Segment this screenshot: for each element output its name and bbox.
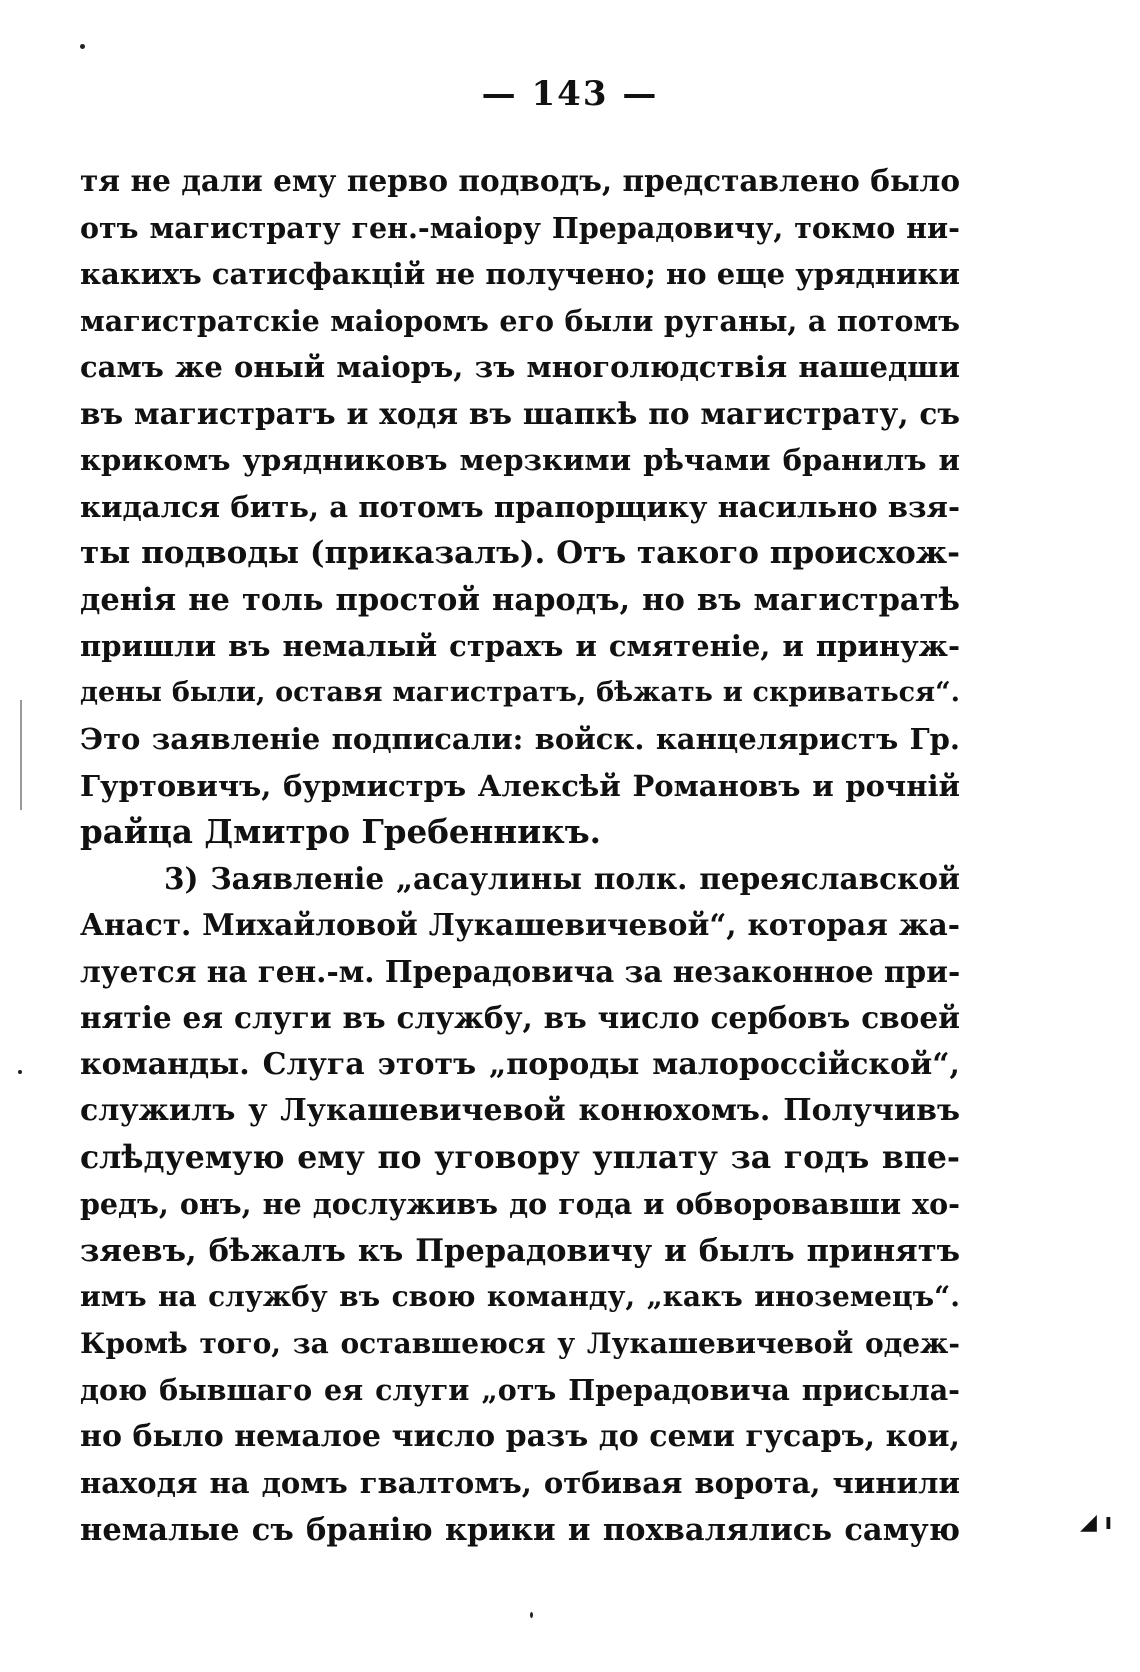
text-line: денія не толь простой народъ, но въ магистратѣ: [80, 581, 960, 618]
text-line: находя на домъ гвалтомъ, отбивая ворота, чинили: [80, 1466, 960, 1500]
text-line: Анаст. Михайловой Лукашевичевой“, которая жа-: [80, 907, 960, 942]
text-line: дены были, оставя магистратъ, бѣжать и скриваться“.: [80, 676, 960, 708]
text-line: команды. Слуга этотъ „породы малороссійской“,: [80, 1046, 960, 1082]
text-line: дою бывшаго ея слуги „отъ Прерадовича присыла-: [80, 1373, 960, 1407]
text-line: служилъ у Лукашевичевой конюхомъ. Получивъ: [80, 1093, 960, 1128]
text-line: кидался бить, а потомъ прапорщику насильно взя-: [80, 489, 960, 524]
text-line: самъ же оный маіоръ, зъ многолюдствія нашедши: [80, 350, 960, 384]
text-line: Гуртовичъ, бурмистръ Алексѣй Романовъ и рочній: [80, 768, 960, 803]
page-number: — 143 —: [481, 74, 659, 114]
text-line: ты подводы (приказалъ). Отъ такого происхож-: [80, 535, 960, 571]
text-line: луется на ген.-м. Прерадовича за незаконное при-: [80, 953, 961, 989]
scan-speck: [18, 1070, 22, 1074]
text-line: въ магистратъ и ходя въ шапкѣ по магистрату, съ: [80, 395, 960, 431]
scan-corner-mark: ◢ ı: [1080, 1510, 1113, 1535]
text-line: редъ, онъ, не дослуживъ до года и обворовавши хо-: [80, 1187, 960, 1221]
text-line: крикомъ урядниковъ мерзкими рѣчами бранилъ и: [80, 443, 960, 477]
text-line: Это заявленіе подписали: войск. канцеляристъ Гр.: [80, 722, 960, 756]
text-line: магистратскіе маіоромъ его были руганы, а потомъ: [80, 303, 960, 338]
text-line: 3) Заявленіе „асаулины полк. переяславской: [164, 860, 960, 896]
text-line: Кромѣ того, за оставшеюся у Лукашевичевой одеж-: [80, 1326, 960, 1360]
text-line: слѣдуемую ему по уговору уплату за годъ впе-: [80, 1138, 960, 1176]
text-line: немалые съ бранію крики и похвалялись самую: [80, 1511, 960, 1548]
scan-speck: [80, 44, 85, 49]
text-line: райца Дмитро Гребенникъ.: [80, 812, 601, 851]
text-line: отъ магистрату ген.-маіору Прерадовичу, токмо ни-: [80, 210, 960, 245]
scan-speck: [530, 1612, 533, 1618]
body-text: [80, 158, 960, 1553]
text-line: пришли въ немалый страхъ и смятеніе, и принуж-: [80, 629, 960, 663]
text-line: тя не дали ему перво подводъ, представлено было: [80, 163, 960, 198]
text-line: зяевъ, бѣжалъ къ Прерадовичу и былъ принятъ: [80, 1232, 960, 1269]
text-line: имъ на службу въ свою команду, „какъ иноземецъ“.: [80, 1280, 960, 1313]
scan-margin-line: [20, 700, 22, 810]
text-line: нятіе ея слуги въ службу, въ число сербовъ своей: [80, 1000, 960, 1035]
text-line: какихъ сатисфакцій не получено; но еще урядники: [80, 257, 960, 291]
text-line: но было немалое число разъ до семи гусаръ, кои,: [80, 1418, 960, 1454]
